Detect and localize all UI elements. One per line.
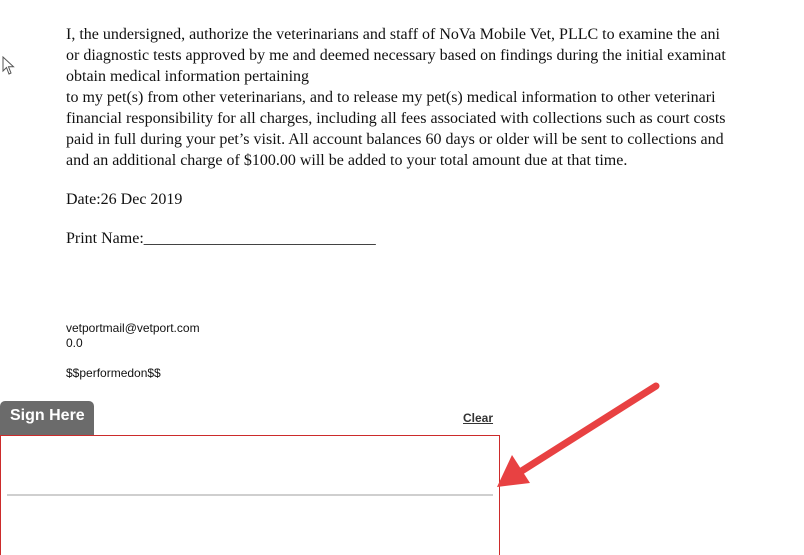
date-label: Date: [66,191,101,208]
print-name-blank: _____________________________ [143,230,376,247]
mouse-pointer-icon [2,56,16,76]
consent-line: to my pet(s) from other veterinarians, and to release my pet(s) medical information to other veterinari [66,89,716,106]
signature-pad[interactable] [0,435,500,555]
consent-line: paid in full during your pet’s visit. All account balances 60 days or older will be sent to collections and [66,131,724,148]
contact-email: vetportmail@vetport.com [66,321,200,335]
date-field [66,189,182,210]
sign-here-tab: Sign Here [0,401,94,435]
print-name-field [66,228,376,249]
consent-line: financial responsibility for all charges, including all fees associated with collections such as court costs [66,110,726,127]
consent-paragraph [66,24,804,171]
version-value: 0.0 [66,336,83,350]
print-name-label: Print Name: [66,230,144,247]
consent-line: or diagnostic tests approved by me and deemed necessary based on findings during the initial examinat [66,47,726,64]
performed-on-placeholder: $$performedon$$ [66,366,161,380]
consent-line: obtain medical information pertaining [66,68,310,85]
date-value: 26 Dec 2019 [100,191,183,208]
consent-line: and an additional charge of $100.00 will be added to your total amount due at that time. [66,152,628,169]
consent-line: I, the undersigned, authorize the veterinarians and staff of NoVa Mobile Vet, PLLC to examine the ani [66,26,720,43]
signature-guide-line [7,494,493,496]
clear-signature-link[interactable]: Clear [463,411,494,425]
